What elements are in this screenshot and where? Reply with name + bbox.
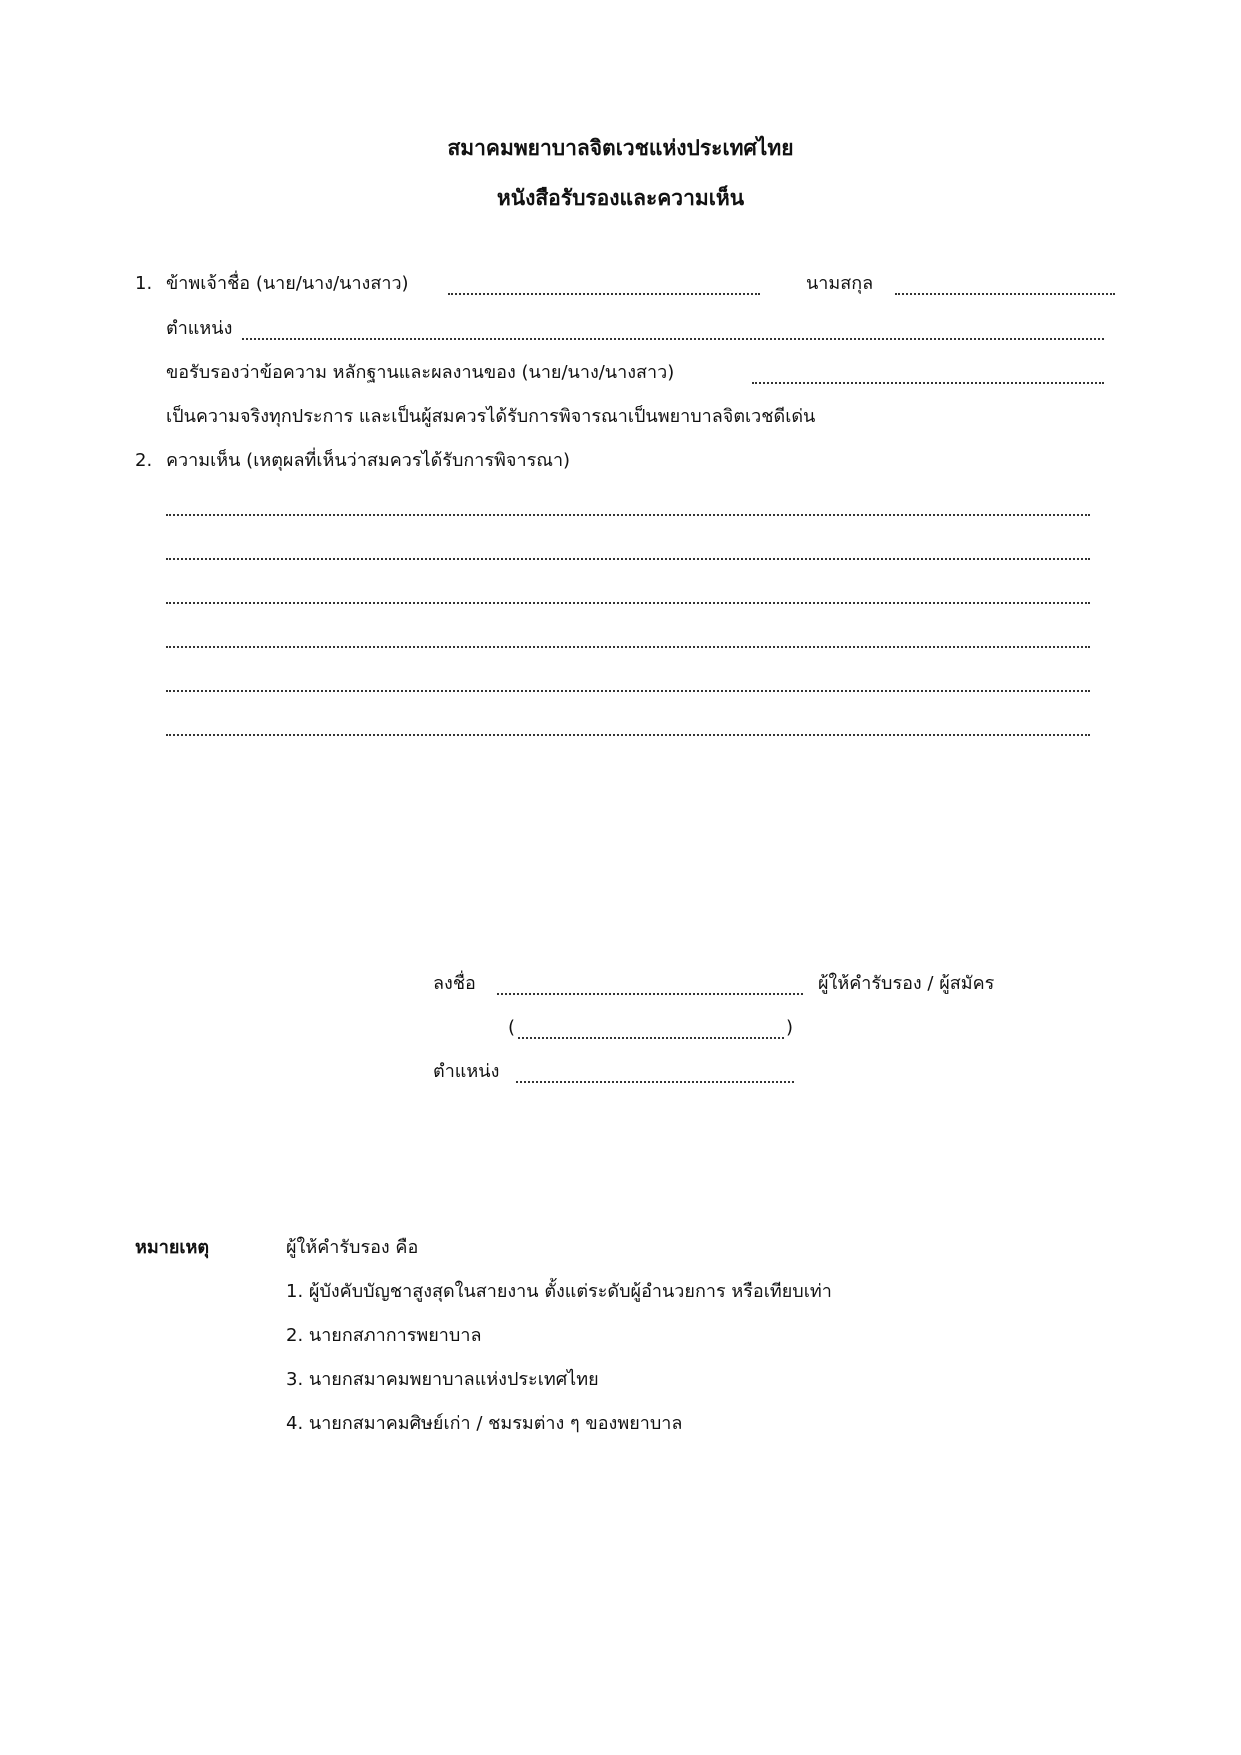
organization-name: สมาคมพยาบาลจิตเวชแห่งประเทศไทย: [447, 136, 794, 160]
printed-name-field[interactable]: [518, 1027, 784, 1039]
section-2-number: 2.: [135, 450, 153, 471]
surname-label: นามสกุล: [806, 273, 874, 294]
signer-position-label: ตำแหน่ง: [433, 1061, 500, 1082]
note-intro: ผู้ให้คำรับรอง คือ: [286, 1237, 419, 1258]
opinion-line[interactable]: [166, 592, 1090, 604]
certify-label: ขอรับรองว่าข้อความ หลักฐานและผลงานของ (นาย/นาง/นางสาว): [166, 362, 675, 383]
opinion-line[interactable]: [166, 724, 1090, 736]
opinion-line[interactable]: [166, 636, 1090, 648]
note-heading: หมายเหตุ: [135, 1237, 210, 1258]
opinion-line[interactable]: [166, 680, 1090, 692]
name-field[interactable]: [448, 283, 760, 295]
section-1-number: 1.: [135, 273, 153, 294]
name-label: ข้าพเจ้าชื่อ (นาย/นาง/นางสาว): [166, 273, 409, 294]
signer-position-field[interactable]: [516, 1071, 794, 1083]
certify-statement: เป็นความจริงทุกประการ และเป็นผู้สมควรได้รับการพิจารณาเป็นพยาบาลจิตเวชดีเด่น: [166, 406, 816, 427]
nominee-name-field[interactable]: [752, 372, 1104, 384]
note-item-3: 3. นายกสมาคมพยาบาลแห่งประเทศไทย: [286, 1369, 599, 1390]
paren-open: (: [508, 1017, 516, 1038]
opinion-label: ความเห็น (เหตุผลที่เห็นว่าสมควรได้รับการพิจารณา): [166, 450, 571, 471]
signature-field[interactable]: [497, 983, 803, 995]
note-item-1: 1. ผู้บังคับบัญชาสูงสุดในสายงาน ตั้งแต่ระดับผู้อำนวยการ หรือเทียบเท่า: [286, 1281, 832, 1302]
opinion-line[interactable]: [166, 504, 1090, 516]
paren-close: ): [786, 1017, 794, 1038]
signature-label: ลงชื่อ: [433, 973, 476, 994]
position-field[interactable]: [242, 328, 1104, 340]
note-item-4: 4. นายกสมาคมศิษย์เก่า / ชมรมต่าง ๆ ของพยาบาล: [286, 1413, 683, 1434]
document-title: หนังสือรับรองและความเห็น: [496, 186, 745, 210]
note-item-2: 2. นายกสภาการพยาบาล: [286, 1325, 482, 1346]
surname-field[interactable]: [895, 283, 1115, 295]
position-label: ตำแหน่ง: [166, 318, 233, 339]
signer-role: ผู้ให้คำรับรอง / ผู้สมัคร: [818, 973, 995, 994]
opinion-line[interactable]: [166, 548, 1090, 560]
